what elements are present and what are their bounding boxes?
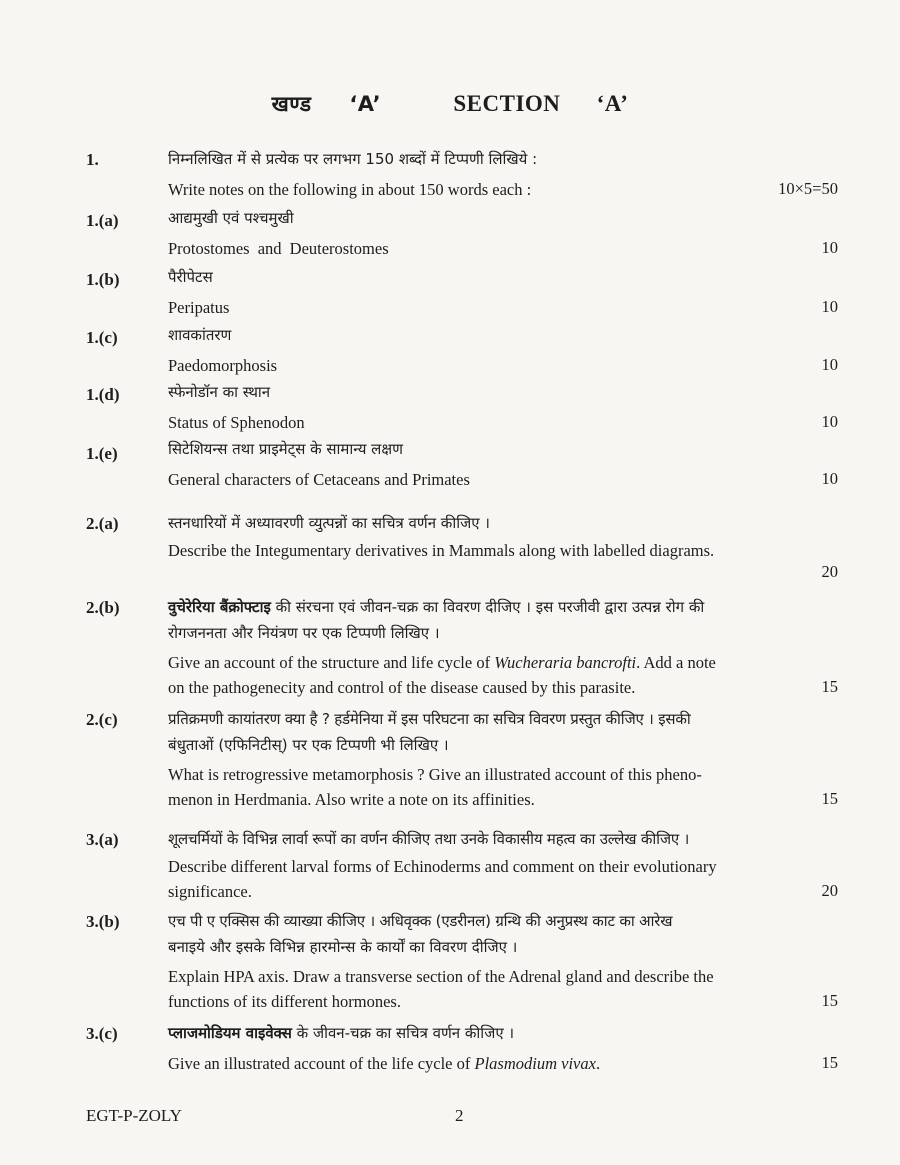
question-number: 1.(d) xyxy=(86,385,120,404)
question-number: 1.(a) xyxy=(86,211,119,230)
question-number: 2.(a) xyxy=(86,514,119,533)
english-line-1: What is retrogressive metamorphosis ? Give an illustrated account of this pheno- xyxy=(168,765,702,784)
marks: 10 xyxy=(821,355,838,374)
question-text-english xyxy=(168,652,838,674)
question-text-hindi: पैरीपेटस xyxy=(168,268,213,286)
question-number: 3.(c) xyxy=(86,1024,118,1043)
question-number: 2.(c) xyxy=(86,710,118,729)
paper-code: EGT-P-ZOLY xyxy=(86,1106,182,1125)
question-text-hindi xyxy=(168,1020,838,1046)
question-text-hindi: सिटेशियन्स तथा प्राइमेट्स के सामान्य लक्षण xyxy=(168,440,403,458)
page-number: 2 xyxy=(455,1106,464,1125)
hindi-line-1: की संरचना एवं जीवन-चक्र का विवरण दीजिए । इस परजीवी द्वारा उत्पन्न रोग की xyxy=(270,598,705,616)
english-post: . Add a note xyxy=(636,653,716,672)
english-line-1: Describe different larval forms of Echinoderms and comment on their evolutionary xyxy=(168,857,717,876)
english-line-2: significance. xyxy=(168,882,252,901)
question-text-hindi: स्तनधारियों में अध्यावरणी व्युत्पन्नों का सचित्र वर्णन कीजिए । xyxy=(168,514,490,532)
section-heading-english: SECTION ‘A’ xyxy=(453,91,629,116)
hindi-line-2: बनाइये और इसके विभिन्न हारमोन्स के कार्यों का विवरण दीजिए । xyxy=(168,938,518,956)
question-text-hindi: निम्नलिखित में से प्रत्येक पर लगभग 150 शब्दों में टिप्पणी लिखिये : xyxy=(168,150,538,168)
marks: 15 xyxy=(821,1053,838,1072)
marks: 15 xyxy=(821,991,838,1010)
marks: 10 xyxy=(821,238,838,257)
question-text-english: Peripatus xyxy=(168,298,230,317)
english-pre: Give an account of the structure and life cycle of xyxy=(168,653,495,672)
question-text-english: Write notes on the following in about 150 words each : xyxy=(168,180,532,199)
question-number: 1.(e) xyxy=(86,444,118,463)
species-name-italic: Plasmodium vivax xyxy=(474,1054,596,1073)
question-number: 1. xyxy=(86,150,99,169)
marks: 20 xyxy=(821,881,838,900)
section-heading xyxy=(0,90,900,118)
question-text-english xyxy=(168,1053,600,1075)
english-line-2: on the pathogenecity and control of the disease caused by this parasite. xyxy=(168,678,636,697)
hindi-line-1: प्रतिक्रमणी कायांतरण क्या है ? हर्डमेनिया में इस परिघटना का सचित्र विवरण प्रस्तुत कीजिए । इसकी xyxy=(168,710,691,728)
section-heading-hindi: खण्ड ‘A’ xyxy=(271,92,382,116)
english-post: . xyxy=(595,1054,601,1073)
species-name-italic: Wucheraria bancrofti xyxy=(494,653,637,672)
question-text-english: Paedomorphosis xyxy=(168,356,278,375)
species-name-hindi: वुचेरेरिया बैंक्रोफ्टाइ xyxy=(168,598,271,616)
question-text-english: General characters of Cetaceans and Primates xyxy=(168,470,470,489)
marks: 20 xyxy=(821,562,838,581)
question-number: 3.(b) xyxy=(86,912,120,931)
marks: 15 xyxy=(821,789,838,808)
marks: 10 xyxy=(821,297,838,316)
question-number: 2.(b) xyxy=(86,598,120,617)
marks: 15 xyxy=(821,677,838,696)
hindi-post: के जीवन-चक्र का सचित्र वर्णन कीजिए । xyxy=(291,1024,515,1042)
question-text-english: Protostomes and Deuterostomes xyxy=(168,239,389,258)
question-text-hindi: आद्यमुखी एवं पश्चमुखी xyxy=(168,209,294,227)
question-text-english: Describe the Integumentary derivatives in Mammals along with labelled diagrams. xyxy=(168,541,715,560)
english-pre: Give an illustrated account of the life cycle of xyxy=(168,1054,475,1073)
english-line-2: functions of its different hormones. xyxy=(168,992,401,1011)
question-number: 1.(c) xyxy=(86,328,118,347)
question-text-hindi: शूलचर्मियों के विभिन्न लार्वा रूपों का वर्णन कीजिए तथा उनके विकासीय महत्व का उल्लेख कीजिए । xyxy=(168,830,690,848)
question-number: 1.(b) xyxy=(86,270,120,289)
marks: 10×5=50 xyxy=(778,179,838,198)
question-text-hindi: शावकांतरण xyxy=(168,326,232,344)
hindi-line-2: रोगजननता और नियंत्रण पर एक टिप्पणी लिखिए । xyxy=(168,624,440,642)
english-line-2: menon in Herdmania. Also write a note on its affinities. xyxy=(168,790,535,809)
species-name-hindi: प्लाजमोडियम वाइवेक्स xyxy=(168,1024,292,1042)
question-text-english: Status of Sphenodon xyxy=(168,413,305,432)
hindi-line-1: एच पी ए एक्सिस की व्याख्या कीजिए । अधिवृक्क (एडरीनल) ग्रन्थि की अनुप्रस्थ काट का आरेख xyxy=(168,912,673,930)
marks: 10 xyxy=(821,412,838,431)
hindi-line-2: बंधुताओं (एफिनिटीस्) पर एक टिप्पणी भी लिखिए । xyxy=(168,736,449,754)
question-text-hindi xyxy=(168,594,838,620)
marks: 10 xyxy=(821,469,838,488)
english-line-1: Explain HPA axis. Draw a transverse section of the Adrenal gland and describe the xyxy=(168,967,714,986)
question-number: 3.(a) xyxy=(86,830,119,849)
question-text-hindi: स्फेनोडॉन का स्थान xyxy=(168,383,271,401)
